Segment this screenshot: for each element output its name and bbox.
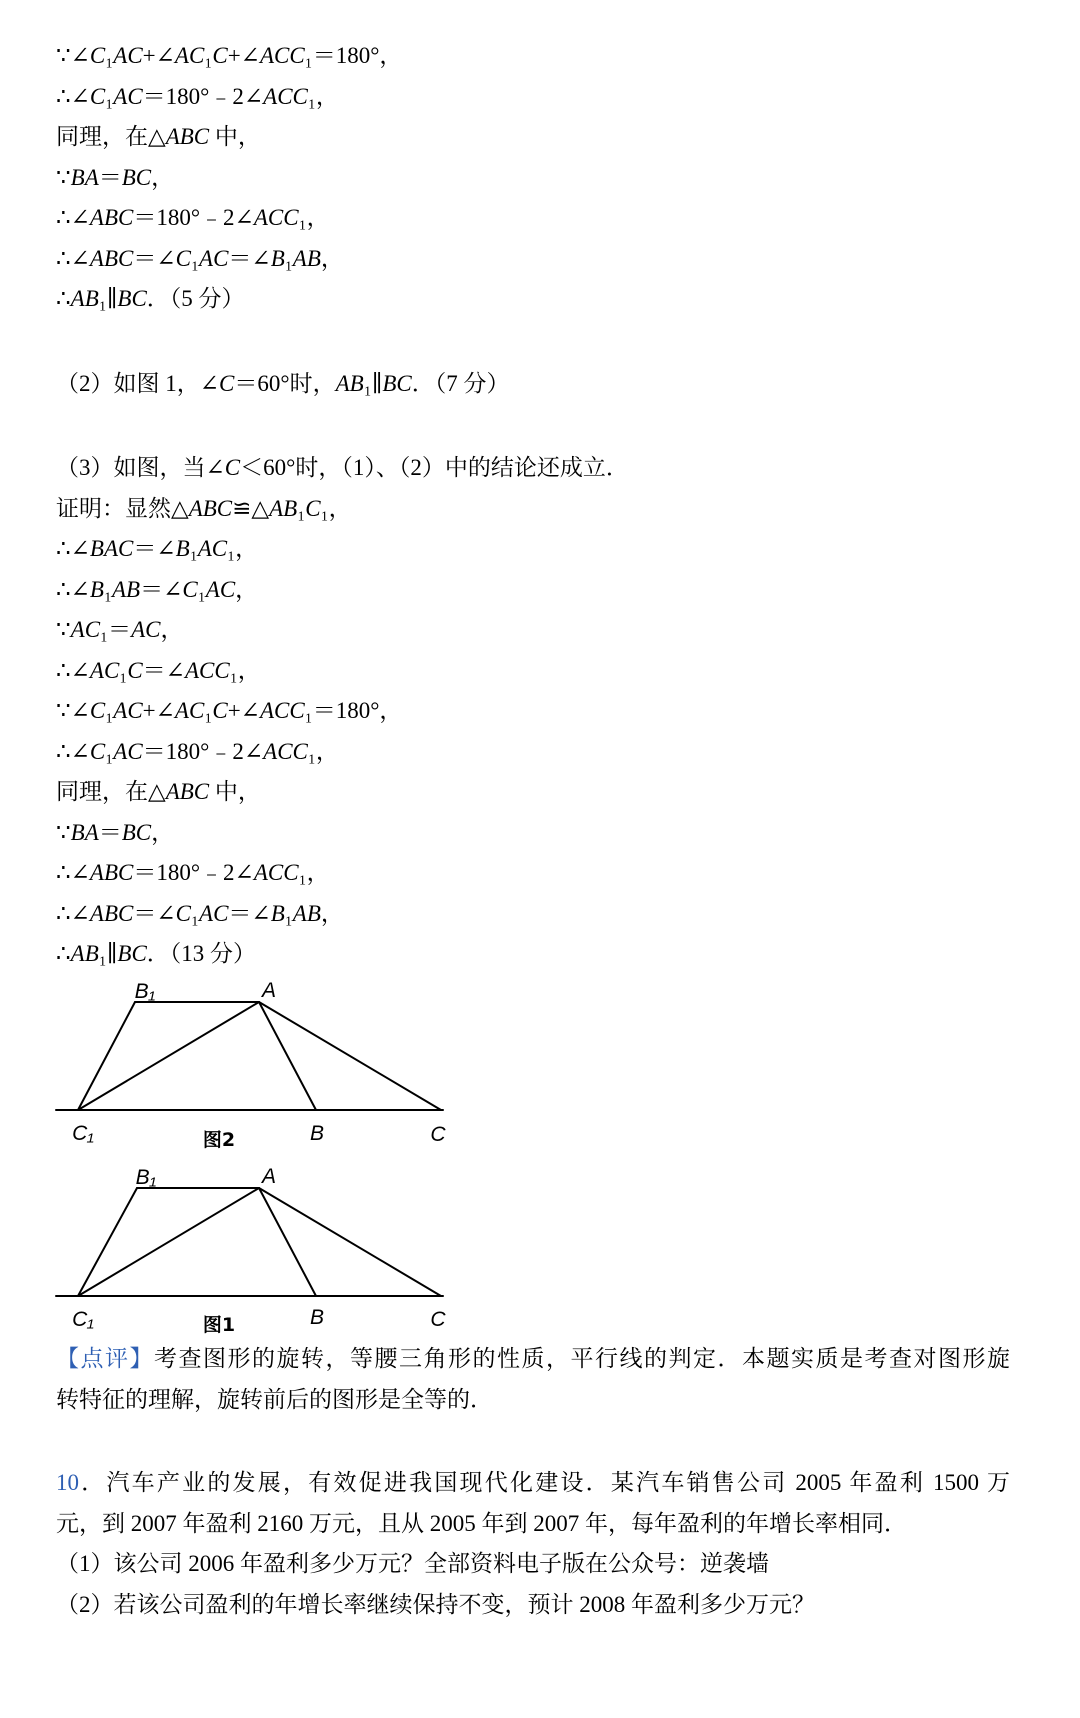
segment-a-c xyxy=(259,1002,441,1110)
math-variable: BA xyxy=(70,164,99,190)
problem-line-1 xyxy=(56,1463,1010,1504)
label-a: A xyxy=(261,979,277,1002)
math-variable: AB xyxy=(112,576,141,602)
proof-line: ∴∠ABC＝∠C₁AC＝∠B₁AB， xyxy=(56,245,344,271)
math-variable: B xyxy=(270,900,285,926)
math-variable: ABC xyxy=(188,495,233,521)
math-variable: C xyxy=(175,900,191,926)
figure-caption: 图2 xyxy=(202,1129,236,1151)
math-variable: AC xyxy=(197,536,228,561)
label-b1: B₁ xyxy=(135,1166,157,1189)
problem-number: 10 xyxy=(56,1470,79,1495)
solution-proof xyxy=(56,36,1014,975)
math-variable: AC xyxy=(113,698,143,723)
sub-question-1: （1）该公司 2006 年盈利多少万元？全部资料电子版在公众号：逆袭墙 xyxy=(56,1551,769,1576)
label-b: B xyxy=(309,1306,325,1329)
math-variable: AB xyxy=(292,900,321,926)
math-variable: BAC xyxy=(89,536,134,561)
math-variable: ACC xyxy=(259,698,305,723)
math-variable: AB xyxy=(269,495,298,521)
comment-line-2: 转特征的理解，旋转前后的图形是全等的． xyxy=(56,1386,493,1412)
proof-line: ∴∠C₁AC＝180°﹣2∠ACC₁， xyxy=(56,738,339,764)
comment-text: 考查图形的旋转，等腰三角形的性质，平行线的判定．本题实质是考查对图形旋 xyxy=(154,1346,1010,1371)
proof-line: ∴∠ABC＝180°﹣2∠ACC₁， xyxy=(56,860,330,885)
blank-line xyxy=(56,320,1014,364)
math-variable: AC xyxy=(199,900,229,926)
math-variable: B xyxy=(89,576,104,602)
math-variable: C xyxy=(175,245,191,271)
blank-line xyxy=(56,404,1014,448)
figure-2-diagram xyxy=(50,970,450,1150)
math-variable: ACC xyxy=(253,205,299,230)
math-variable: ABC xyxy=(89,205,134,230)
math-variable: C xyxy=(212,43,228,68)
proof-line: ∵BA＝BC， xyxy=(56,164,175,190)
math-variable: C xyxy=(212,698,228,723)
math-variable: AC xyxy=(174,698,205,723)
math-variable: AB xyxy=(70,941,99,966)
comment-line-1 xyxy=(56,1339,1010,1380)
math-variable: BC xyxy=(121,819,152,845)
math-variable: AC xyxy=(113,43,143,68)
math-variable: C xyxy=(89,83,106,109)
math-variable: C xyxy=(224,455,241,480)
part-2-answer: （2）如图 1，∠C＝60°时，AB₁∥BC．（7 分） xyxy=(56,370,510,396)
math-variable: ABC xyxy=(165,779,210,804)
label-c: C xyxy=(430,1123,446,1146)
math-variable: AC xyxy=(199,245,229,271)
math-variable: ABC xyxy=(89,860,134,885)
math-variable: BC xyxy=(382,370,412,396)
review-and-problem xyxy=(56,1339,1014,1625)
label-c1: C₁ xyxy=(72,1308,94,1331)
proof-line: ∵BA＝BC， xyxy=(56,819,175,845)
math-variable: BC xyxy=(117,286,147,311)
math-variable: ABC xyxy=(89,245,134,271)
figure-1-diagram xyxy=(50,1145,450,1340)
math-variable: AC xyxy=(205,576,236,602)
segment-a-c xyxy=(259,1188,441,1296)
proof-line: ∴∠ABC＝∠C₁AC＝∠B₁AB， xyxy=(56,900,344,926)
math-variable: AB xyxy=(70,286,99,311)
label-b1: B₁ xyxy=(134,980,156,1003)
proof-line: 同理，在△ABC 中， xyxy=(56,779,261,804)
math-variable: B xyxy=(270,245,285,271)
proof-line: ∴AB₁∥BC．（5 分） xyxy=(56,286,245,311)
proof-line: ∴∠B₁AB＝∠C₁AC， xyxy=(56,576,259,602)
math-variable: C xyxy=(305,495,321,521)
label-a: A xyxy=(261,1165,277,1188)
proof-line: 同理，在△ABC 中， xyxy=(56,124,261,149)
segment-c1-a xyxy=(78,1002,259,1110)
math-variable: AC xyxy=(89,657,120,683)
math-variable: ABC xyxy=(89,900,134,926)
proof-line: ∴∠ABC＝180°﹣2∠ACC₁， xyxy=(56,205,330,230)
math-variable: BC xyxy=(121,164,152,190)
problem-line-2: 元，到 2007 年盈利 2160 万元，且从 2005 年到 2007 年，每年盈利的年增长率相同． xyxy=(56,1510,907,1536)
math-variable: AC xyxy=(70,617,101,642)
math-variable: AB xyxy=(335,370,364,396)
label-b: B xyxy=(309,1122,325,1145)
math-variable: ACC xyxy=(263,83,308,109)
math-variable: B xyxy=(175,536,190,561)
problem-text: ．汽车产业的发展，有效促进我国现代化建设．某汽车销售公司 2005 年盈利 1500 万 xyxy=(79,1470,1010,1495)
math-variable: AC xyxy=(174,43,205,68)
proof-line: ∴AB₁∥BC．（13 分） xyxy=(56,941,257,966)
math-variable: ACC xyxy=(253,860,299,885)
math-variable: AC xyxy=(131,617,161,642)
segment-c1-a xyxy=(78,1188,259,1296)
proof-line: ∵∠C₁AC+∠AC₁C+∠ACC₁＝180°， xyxy=(56,43,403,68)
proof-line: ∵∠C₁AC+∠AC₁C+∠ACC₁＝180°， xyxy=(56,698,403,723)
math-variable: BC xyxy=(117,941,147,966)
math-variable: ACC xyxy=(259,43,305,68)
comment-tag: 【点评】 xyxy=(56,1346,154,1371)
proof-line: 证明：显然△ABC≌△AB₁C₁， xyxy=(56,495,352,521)
math-variable: C xyxy=(127,657,143,683)
part-3-heading: （3）如图，当∠C＜60°时，（1）、（2）中的结论还成立． xyxy=(56,455,629,480)
math-variable: AB xyxy=(292,245,321,271)
math-variable: AC xyxy=(113,738,143,764)
math-variable: C xyxy=(219,370,235,396)
math-variable: C xyxy=(182,576,198,602)
math-variable: BA xyxy=(70,819,99,845)
math-variable: C xyxy=(89,698,106,723)
label-c: C xyxy=(430,1308,446,1331)
math-variable: C xyxy=(89,43,106,68)
math-variable: AC xyxy=(113,83,143,109)
sub-question-2: （2）若该公司盈利的年增长率继续保持不变，预计 2008 年盈利多少万元？ xyxy=(56,1591,815,1617)
figure-caption: 图1 xyxy=(202,1314,236,1336)
segment-c1-b1 xyxy=(78,1188,137,1296)
label-c1: C₁ xyxy=(72,1122,94,1145)
blank-line xyxy=(56,1420,1014,1463)
math-variable: ABC xyxy=(165,124,210,149)
math-variable: C xyxy=(89,738,106,764)
proof-line: ∴∠AC₁C＝∠ACC₁， xyxy=(56,657,261,683)
proof-line: ∴∠BAC＝∠B₁AC₁， xyxy=(56,536,259,561)
math-variable: ACC xyxy=(184,657,230,683)
math-variable: ACC xyxy=(263,738,308,764)
proof-line: ∵AC₁＝AC， xyxy=(56,617,184,642)
proof-line: ∴∠C₁AC＝180°﹣2∠ACC₁， xyxy=(56,83,339,109)
